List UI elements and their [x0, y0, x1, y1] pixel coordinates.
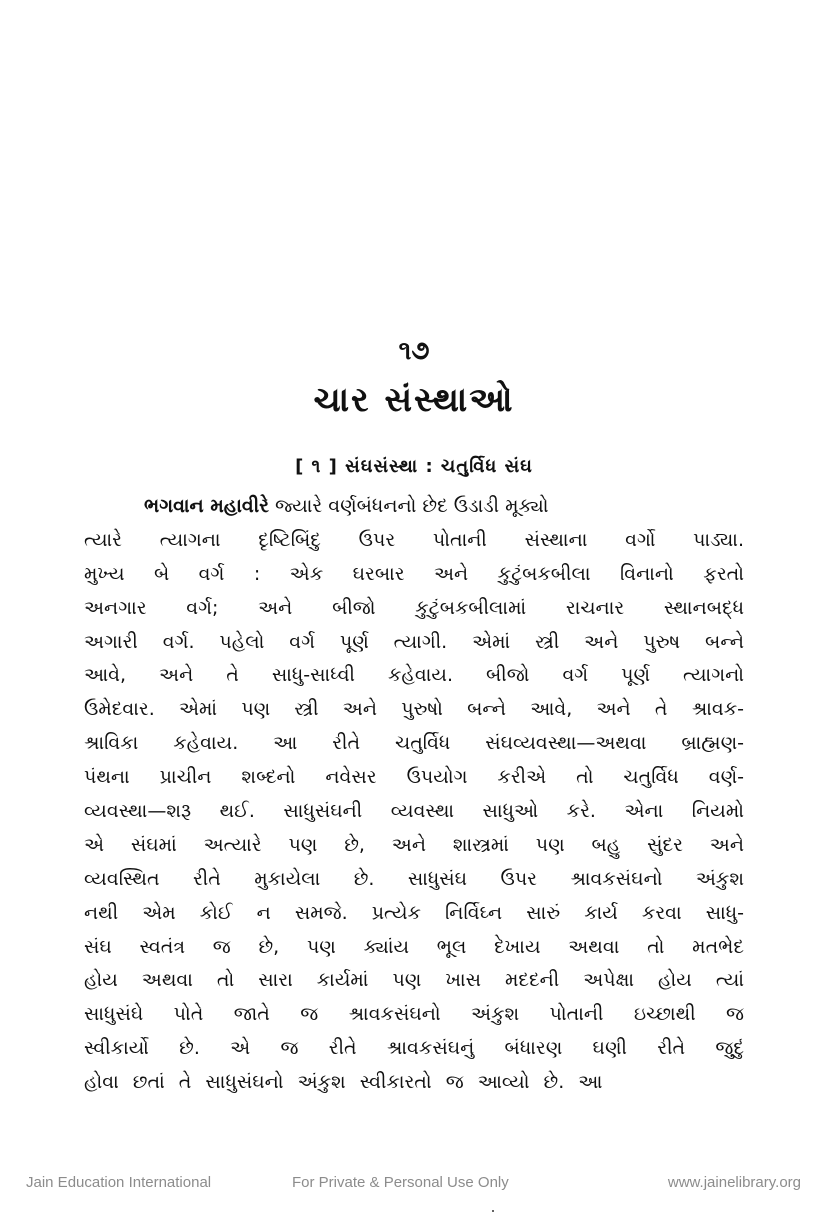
text-line: પંથના પ્રાચીન શબ્દનો નવેસર ઉપયોગ કરીએ તો ચતુર્વિધ વર્ણ-	[84, 766, 744, 789]
page-footer	[0, 1174, 828, 1198]
text-line: શ્રાવિકા કહેવાય. આ રીતે ચતુર્વિધ સંઘવ્યવસ્થા—અથવા બ્રાહ્મણ-	[84, 732, 744, 755]
chapter-title: ચાર સંસ્થાઓ	[313, 380, 515, 420]
text-line: ભગવાન મહાવીરે જ્યારે વર્ણબંધનનો છેદ ઉડાડી મૂક્યો	[144, 495, 549, 517]
text-line: હોવા છતાં તે સાધુસંઘનો અંકુશ સ્વીકારતો જ આવ્યો છે. આ	[84, 1071, 603, 1094]
chapter-number: ૧૭	[398, 336, 430, 366]
scan-speck	[492, 1210, 494, 1212]
text-line: નથી એમ કોઈ ન સમજે. પ્રત્યેક નિર્વિઘ્ન સારું કાર્ય કરવા સાધુ-	[84, 901, 744, 924]
text-line: અનગાર વર્ગ; અને બીજો કુટુંબકબીલામાં રાચનાર સ્થાનબદ્ધ	[84, 596, 744, 619]
text-line: વ્યવસ્થા—શરૂ થઈ. સાધુસંઘની વ્યવસ્થા સાધુઓ કરે. એના નિયમો	[84, 800, 744, 823]
text-line: અગારી વર્ગ. પહેલો વર્ગ પૂર્ણ ત્યાગી. એમાં સ્ત્રી અને પુરુષ બન્ને	[84, 630, 744, 653]
text-line: મુખ્ય બે વર્ગ : એક ઘરબાર અને કુટુંબકબીલા વિનાનો ફરતો	[84, 562, 744, 585]
footer-usage-notice: For Private & Personal Use Only	[292, 1174, 509, 1191]
footer-website-link[interactable]: www.jainelibrary.org	[667, 1174, 801, 1191]
lead-bold-text: ભગવાન મહાવીરે	[144, 495, 270, 517]
text-line: વ્યવસ્થિત રીતે મુકાયેલા છે. સાધુસંઘ ઉપર શ્રાવકસંઘનો અંકુશ	[84, 867, 744, 890]
text-line: ત્યારે ત્યાગના દૃષ્ટિબિંદુ ઉપર પોતાની સંસ્થાના વર્ગો પાડ્યા.	[84, 528, 744, 551]
body-paragraph	[84, 490, 744, 1100]
text-line: એ સંઘમાં અત્યારે પણ છે, અને શાસ્ત્રમાં પણ બહુ સુંદર અને	[84, 833, 744, 856]
text-line: હોય અથવા તો સારા કાર્યમાં પણ ખાસ મદદની અપેક્ષા હોય ત્યાં	[84, 969, 744, 992]
text-line: સ્વીકાર્યો છે. એ જ રીતે શ્રાવકસંઘનું બંધારણ ઘણી રીતે જુદું	[84, 1037, 744, 1060]
footer-publisher: Jain Education International	[26, 1174, 212, 1191]
text-line: ઉમેદવાર. એમાં પણ સ્ત્રી અને પુરુષો બન્ને આવે, અને તે શ્રાવક-	[84, 698, 744, 721]
section-heading: [ ૧ ] સંઘસંસ્થા : ચતુર્વિધ સંઘ	[295, 456, 533, 477]
text-line: સંઘ સ્વતંત્ર જ છે, પણ ક્યાંય ભૂલ દેખાય અથવા તો મતભેદ	[84, 935, 744, 958]
text-line: સાધુસંઘે પોતે જાતે જ શ્રાવકસંઘનો અંકુશ પોતાની ઇચ્છાથી જ	[84, 1003, 744, 1026]
text-line: આવે, અને તે સાધુ-સાધ્વી કહેવાય. બીજો વર્ગ પૂર્ણ ત્યાગનો	[84, 664, 744, 687]
